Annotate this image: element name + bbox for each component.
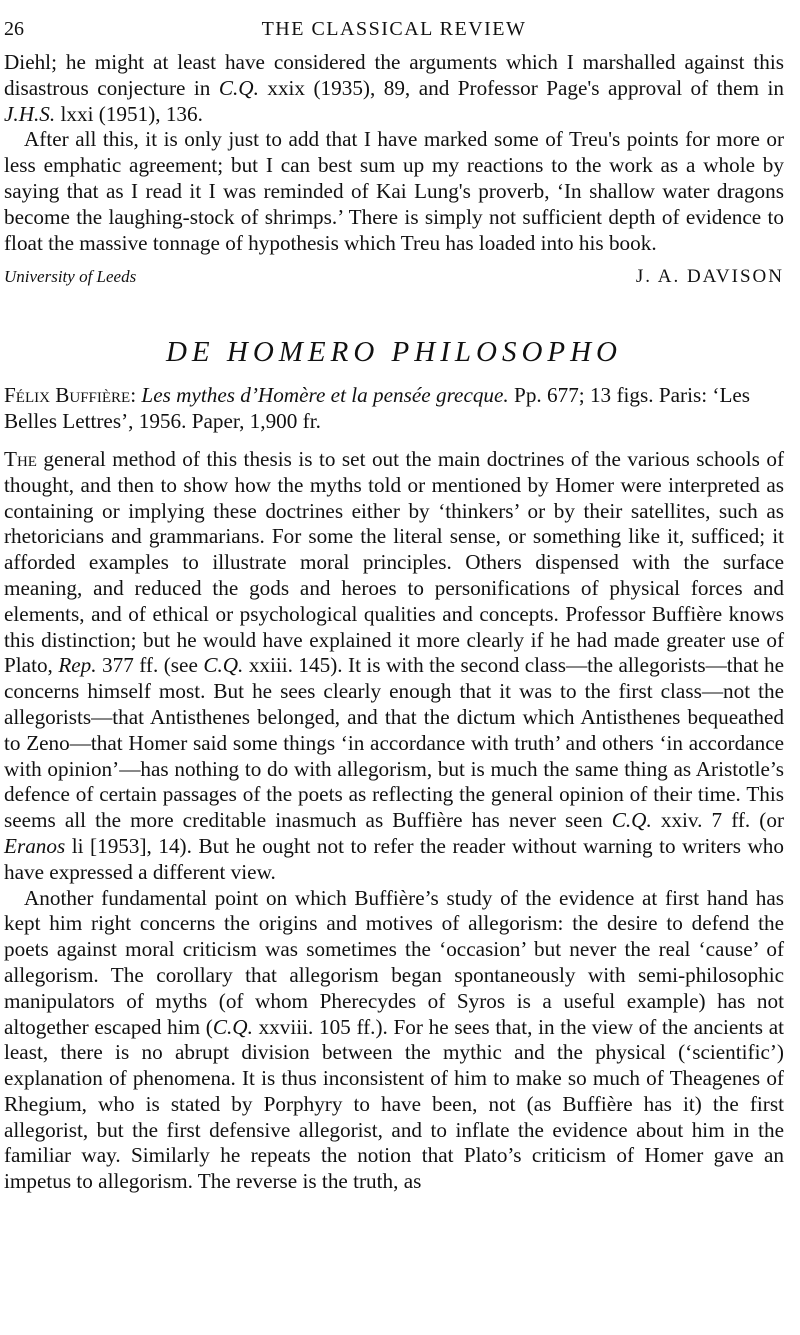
previous-review-paragraph-2: After all this, it is only just to add that I have marked some of Treu's points for more or less emphatic agreement; but I can best sum up my reactions to the work as a whole by saying that as I read it I was reminded of Kai Lung's proverb, ‘In shallow water dragons become the laughing-stock of shrimps.’ There is simply not sufficient depth of evidence to float the massive tonnage of hypothesis which Treu has loaded into his book. <box>4 127 784 255</box>
review-title: DE HOMERO PHILOSOPHO <box>165 336 622 369</box>
reviewer-name: J. A. DAVISON <box>635 266 784 288</box>
reviewer-signature <box>4 266 784 288</box>
review-paragraph-2: Another fundamental point on which Buffière’s study of the evidence at first hand has kept him right concerns the origins and motives of allegorism: the desire to defend the poets against moral criticism was sometimes the ‘occasion’ but never the real ‘cause’ of allegorism. The corollary that allegorism began spontaneously with semi-philosophic manipulators of myths (of whom Pherecydes of Syros is a useful example) has not altogether escaped him (C.Q. xxviii. 105 ff.). For he sees that, in the view of the ancients at least, there is no abrupt division between the mythic and the physical (‘scientific’) explanation of phenomena. It is thus inconsistent of him to make so much of Theagenes of Rhegium, who is stated by Porphyry to have been, not (as Buffière has it) the first allegorist, but the first defensive allegorist, and to inflate the evidence about him in the familiar way. Similarly he repeats the notion that Plato’s criticism of Homer gave an impetus to allegorism. The reverse is the truth, as <box>4 885 784 1194</box>
previous-review-paragraph-1: Diehl; he might at least have considered the arguments which I marshalled against this disastrous conjecture in C.Q. xxix (1935), 89, and Professor Page's approval of them in J.H.S. lxxi (1951), 136. <box>4 50 784 126</box>
lead-in-word: The <box>4 446 37 471</box>
journal-title: THE CLASSICAL REVIEW <box>261 18 527 40</box>
review-paragraph-1: The general method of this thesis is to set out the main doctrines of the various schools of thought, and then to show how the myths told or mentioned by Homer were interpreted as containing or implying these doctrines either by ‘thinkers’ or by their satellites, such as rhetoricians and grammarians. For some the literal sense, or something like it, sufficed; it afforded examples to illustrate moral principles. Others dispensed with the surface meaning, and reduced the gods and heroes to personifications of physical forces and elements, and of ethical or psychological qualities and concepts. Professor Buffière knows this distinction; but he would have explained it more clearly if he had made greater use of Plato, Rep. 377 ff. (see C.Q. xxiii. 145). It is with the second class—the allegorists—that he concerns himself most. But he sees clearly enough that it was to the first class—not the allegorists—that Antisthenes belonged, and that the dictum which Antisthenes bequeathed to Zeno—that Homer said some things ‘in accordance with truth’ and others ‘in accordance with opinion’—has nothing to do with allegorism, but is much the same thing as Aristotle’s defence of certain passages of the poets as reflecting the general opinion of their time. This seems all the more creditable inasmuch as Buffière has never seen C.Q. xxiv. 7 ff. (or Eranos li [1953], 14). But he ought not to refer the reader without warning to writers who have expressed a different view. <box>4 446 785 884</box>
cq-abbreviation: C.Q. <box>218 75 259 100</box>
journal-page <box>4 18 784 1195</box>
book-author: Félix Buffière <box>4 383 131 408</box>
book-citation: Félix Buffière: Les mythes d’Homère et la pensée grecque. Pp. 677; 13 figs. Paris: ‘Les Belles Lettres’, 1956. Paper, 1,900 fr. <box>4 383 751 434</box>
book-details: Pp. 677; 13 figs. Paris: ‘Les Belles Lettres’, 1956. Paper, 1,900 fr. <box>4 383 751 434</box>
running-head <box>4 18 784 50</box>
page-number: 26 <box>4 18 24 40</box>
jhs-abbreviation: J.H.S. <box>4 101 56 126</box>
book-title: Les mythes d’Homère et la pensée grecque. <box>141 383 509 408</box>
reviewer-affiliation: University of Leeds <box>4 267 137 287</box>
